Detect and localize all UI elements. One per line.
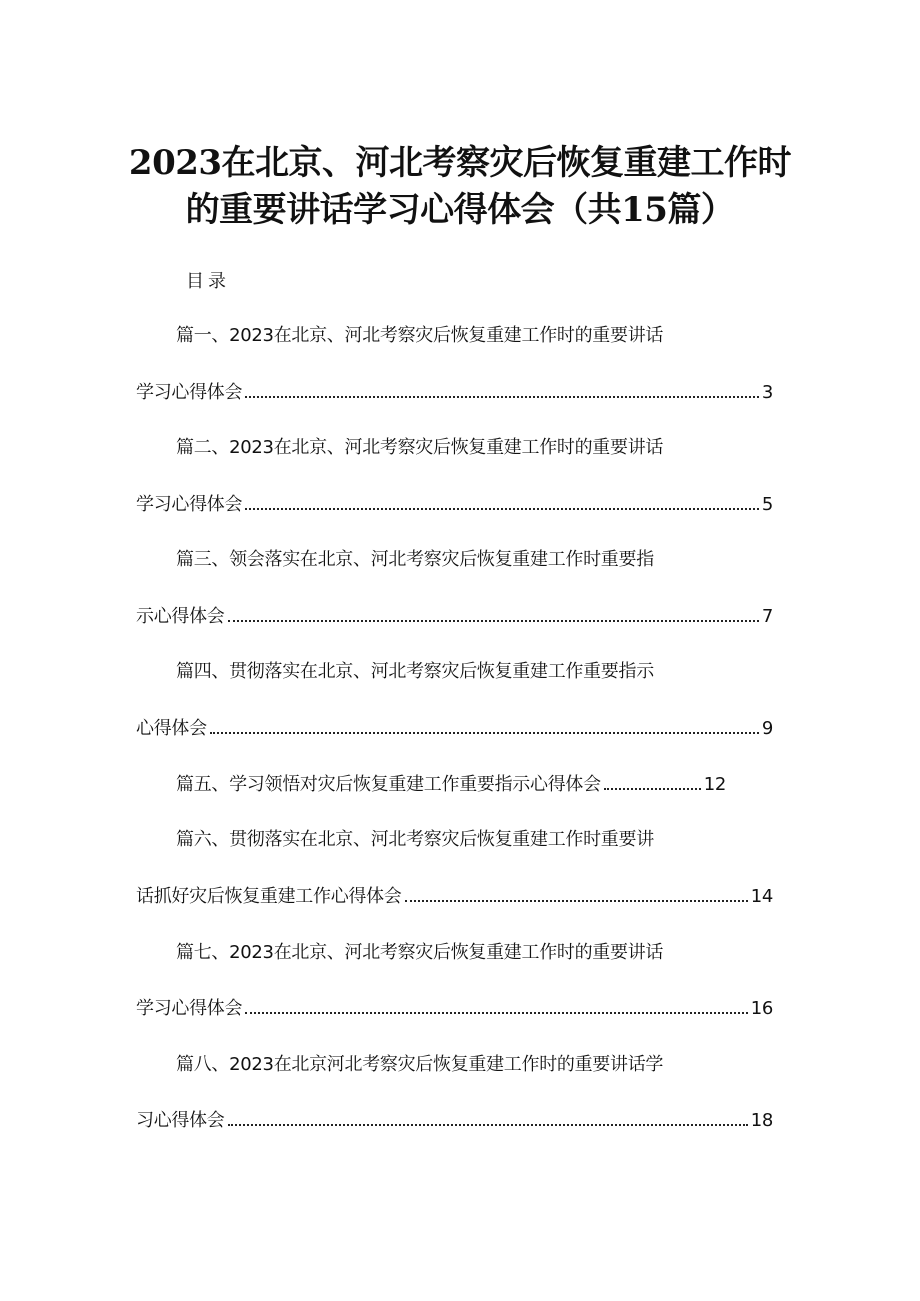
toc-entry-7-continuation[interactable] xyxy=(136,997,773,1021)
toc-entry-3-continuation[interactable] xyxy=(136,605,773,629)
toc-leader-dots xyxy=(245,1000,747,1014)
toc-entry-7-title[interactable]: 篇七、2023在北京、河北考察灾后恢复重建工作时的重要讲话 xyxy=(176,942,664,963)
document-title-line-2: 的重要讲话学习心得体会（共15篇） xyxy=(185,190,735,230)
toc-heading: 目录 xyxy=(186,271,230,292)
toc-entry-7-title-cont: 学习心得体会 xyxy=(136,998,243,1019)
toc-entry-1-continuation[interactable] xyxy=(136,381,773,405)
toc-entry-8-continuation[interactable] xyxy=(136,1109,773,1133)
toc-entry-8-title[interactable]: 篇八、2023在北京河北考察灾后恢复重建工作时的重要讲话学 xyxy=(176,1054,664,1075)
toc-entry-6-title[interactable]: 篇六、贯彻落实在北京、河北考察灾后恢复重建工作时重要讲 xyxy=(176,829,654,850)
toc-entry-4-continuation[interactable] xyxy=(136,717,773,741)
toc-entry-5[interactable] xyxy=(176,773,726,797)
document-title-line-1: 2023在北京、河北考察灾后恢复重建工作时 xyxy=(128,143,792,183)
toc-entry-8-title-cont: 习心得体会 xyxy=(136,1110,225,1131)
toc-entry-2-page: 5 xyxy=(761,494,773,515)
toc-entry-2-title[interactable]: 篇二、2023在北京、河北考察灾后恢复重建工作时的重要讲话 xyxy=(176,437,664,458)
toc-entry-8-page: 18 xyxy=(750,1110,773,1131)
toc-entry-2-continuation[interactable] xyxy=(136,493,773,517)
toc-leader-dots xyxy=(228,1112,748,1126)
toc-entry-6-page: 14 xyxy=(750,886,773,907)
toc-entry-3-title-cont: 示心得体会 xyxy=(136,606,225,627)
toc-entry-1-title-cont: 学习心得体会 xyxy=(136,382,243,403)
toc-leader-dots xyxy=(210,720,759,734)
toc-entry-6-continuation[interactable] xyxy=(136,885,773,909)
toc-entry-5-page: 12 xyxy=(703,774,726,795)
toc-entry-4-title-cont: 心得体会 xyxy=(136,718,207,739)
toc-entry-1-title[interactable]: 篇一、2023在北京、河北考察灾后恢复重建工作时的重要讲话 xyxy=(176,325,664,346)
toc-entry-6-title-cont: 话抓好灾后恢复重建工作心得体会 xyxy=(136,886,402,907)
toc-entry-1-page: 3 xyxy=(761,382,773,403)
toc-leader-dots xyxy=(228,608,759,622)
toc-entry-2-title-cont: 学习心得体会 xyxy=(136,494,243,515)
toc-leader-dots xyxy=(245,384,759,398)
toc-leader-dots xyxy=(405,888,748,902)
toc-leader-dots xyxy=(604,776,701,790)
toc-entry-4-title[interactable]: 篇四、贯彻落实在北京、河北考察灾后恢复重建工作重要指示 xyxy=(176,661,654,682)
toc-entry-5-title: 篇五、学习领悟对灾后恢复重建工作重要指示心得体会 xyxy=(176,774,601,795)
toc-entry-3-title[interactable]: 篇三、领会落实在北京、河北考察灾后恢复重建工作时重要指 xyxy=(176,549,654,570)
toc-leader-dots xyxy=(245,496,759,510)
toc-entry-7-page: 16 xyxy=(750,998,773,1019)
toc-entry-4-page: 9 xyxy=(761,718,773,739)
toc-entry-3-page: 7 xyxy=(761,606,773,627)
